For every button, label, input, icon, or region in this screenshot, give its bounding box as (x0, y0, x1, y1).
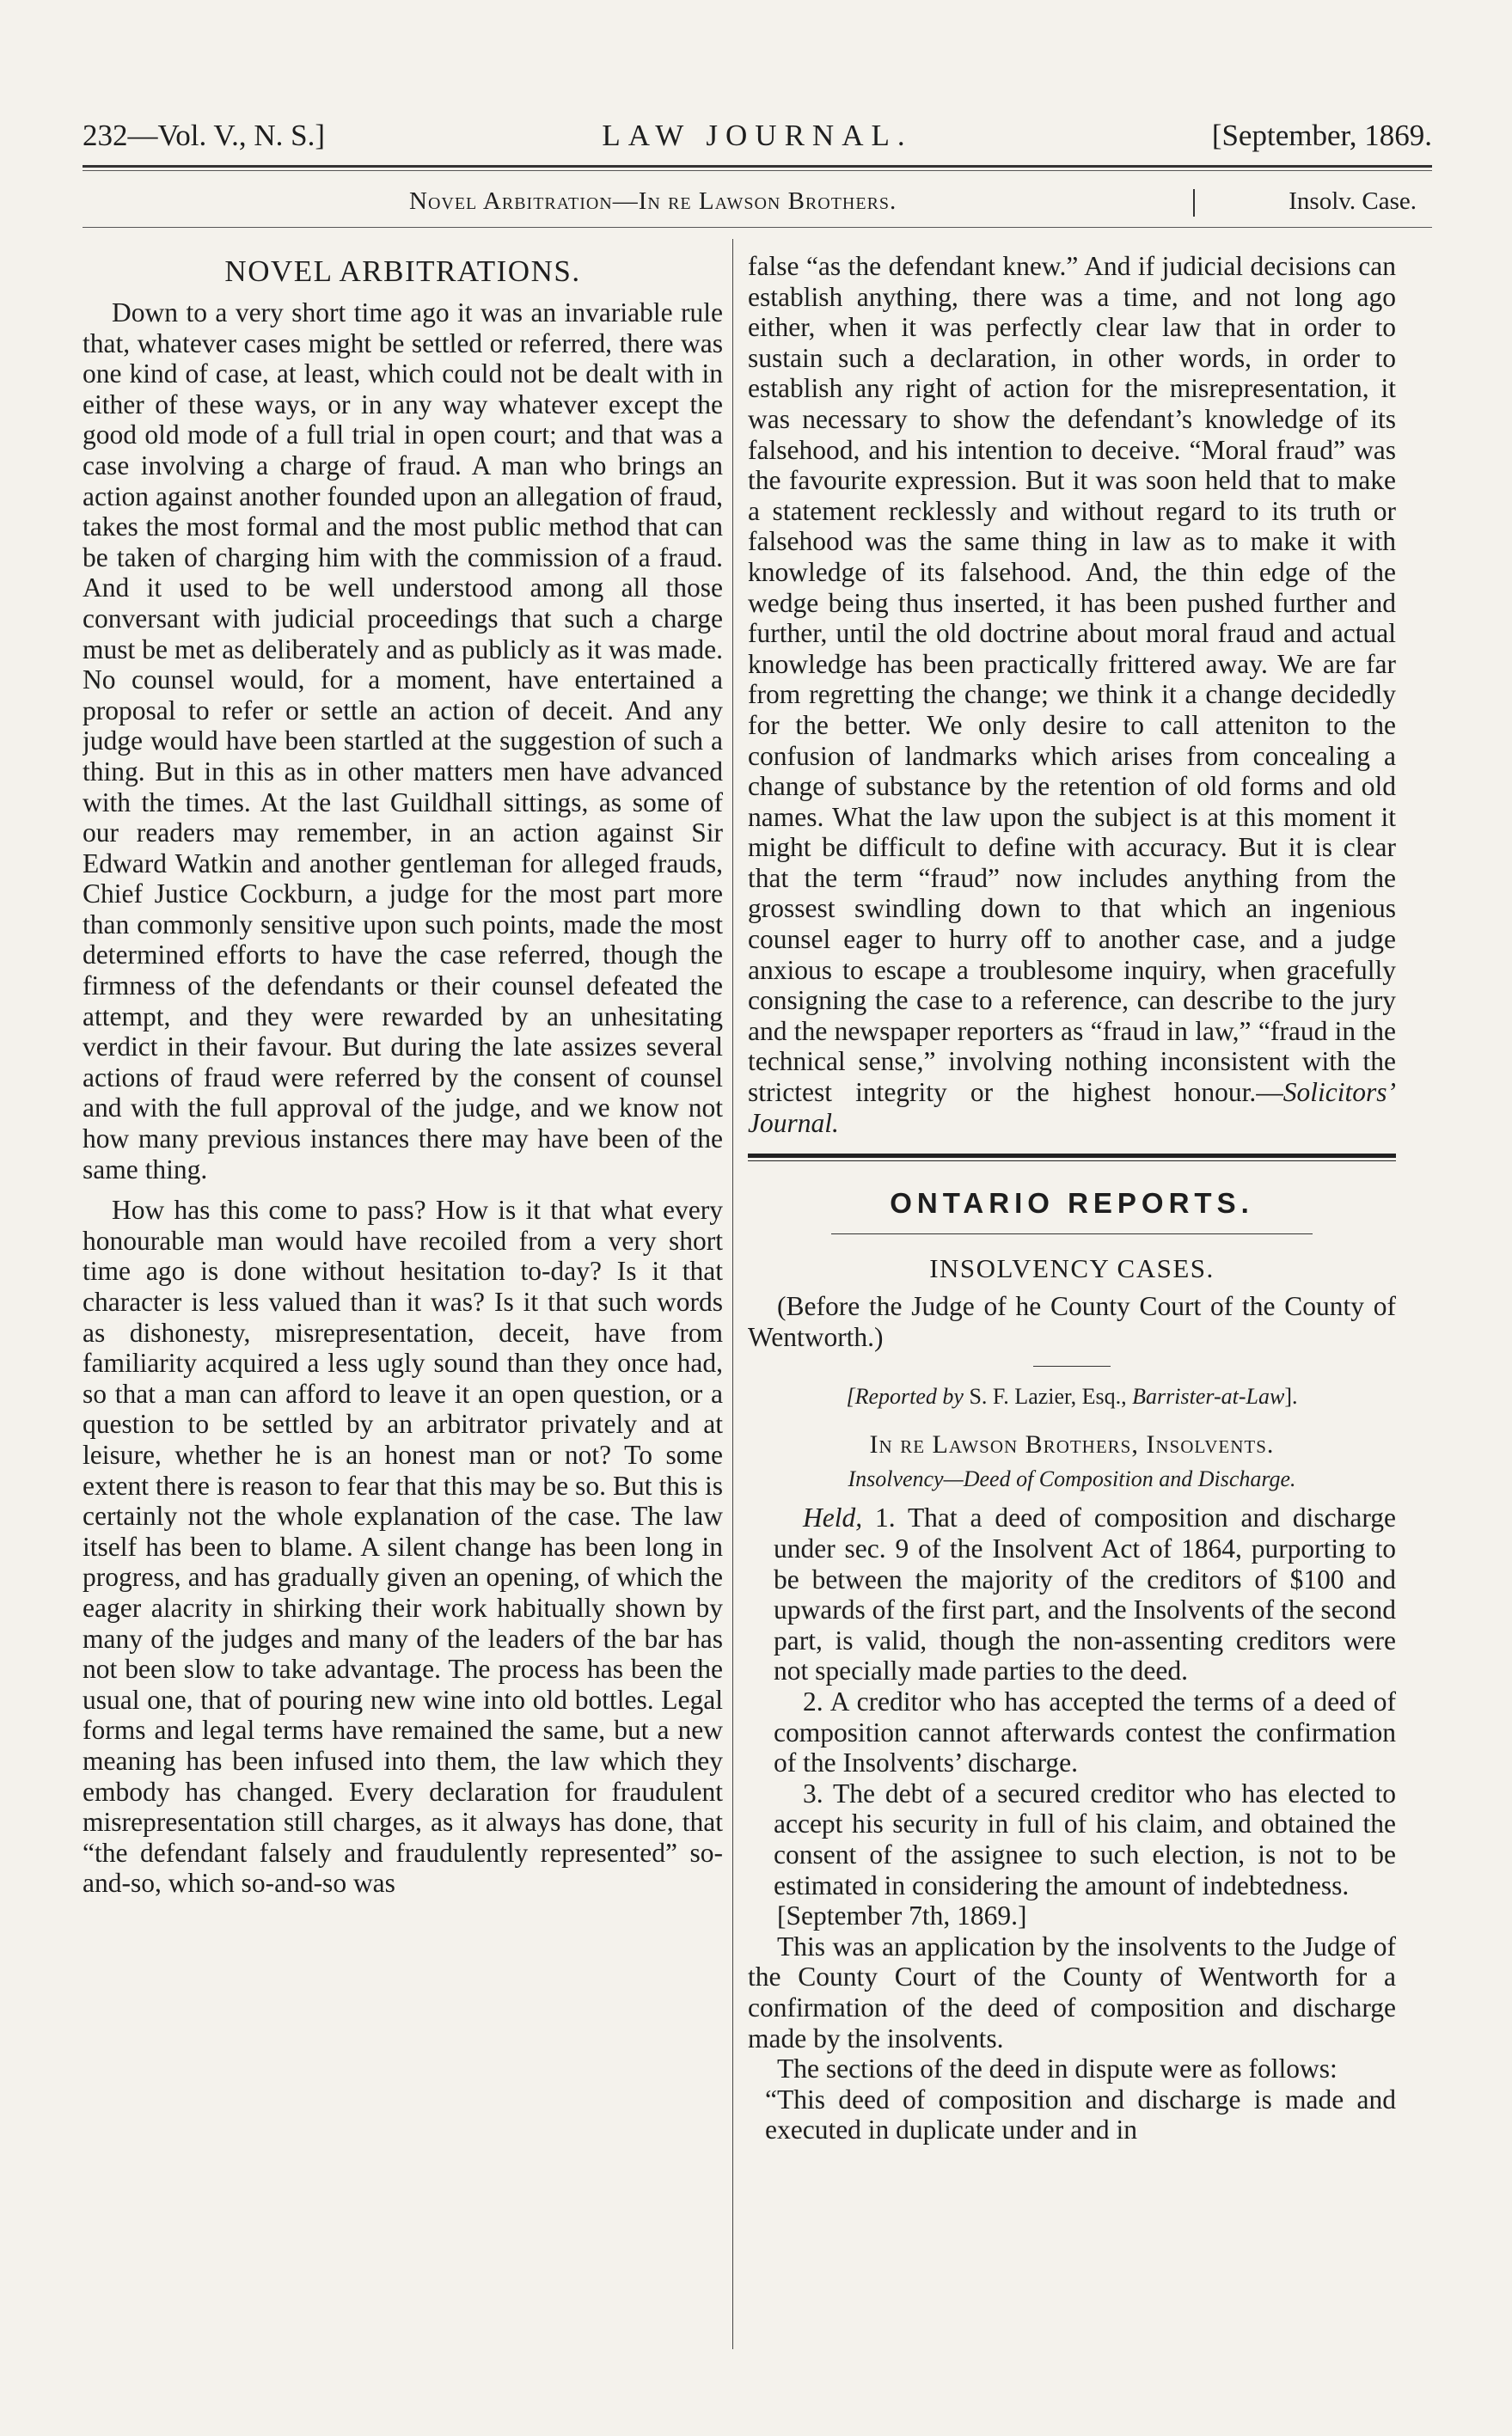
right-column (748, 251, 1396, 2348)
section-rule-thick (748, 1154, 1396, 1158)
article-source: Solicitors’ Journal. (748, 1077, 1396, 1138)
article-title: NOVEL ARBITRATIONS. (224, 254, 581, 288)
case-body-1: This was an application by the insolvents to the Judge of the County Court of the County of Wentworth for a confirmation of the deed of composition and discharge made by the insolvents. (748, 1931, 1396, 2053)
issue-date: [September, 1869. (1211, 119, 1432, 152)
short-rule (1033, 1366, 1111, 1367)
insolvency-heading: INSOLVENCY CASES. (929, 1253, 1215, 1284)
case-title: In re Lawson Brothers, Insolvents. (869, 1430, 1275, 1460)
article-paragraph-3-text: false “as the defendant knew.” And if judicial decisions can establish anything, there was a time, and not long ago either, when it was perfectly clear law that in order to sustain such a declaration, in other words, in order to establish any right of action for the misrepresentation, it was necessary to show the defendant’s knowledge of its falsehood, and his intention to deceive. “Moral fraud” was the favourite expression. But it was soon held that to make a statement recklessly and without regard to its truth or falsehood was the same thing in law as to make it with knowledge of its falsehood. And, the thin edge of the wedge being thus inserted, it has been pushed further and further, until the old doctrine about moral fraud and actual knowledge has been practically frittered away. We are far from regretting the change; we think it a change decidedly for the better. We only desire to call atteniton to the confusion of landmarks which arises from concealing a change of substance by the retention of old forms and old names. What the law upon the subject is at this moment it might be difficult to define with accuracy. But it is clear that the term “fraud” now includes anything from the grossest swindling down to that which an ingenious counsel eager to hurry off to another case, and a judge anxious to escape a troublesome inquiry, when gracefully consigning the case to a reference, can describe to the jury and the newspaper reporters as “fraud in law,” “fraud in the technical sense,” involving nothing inconsistent with the strictest integrity or the highest honour.— (748, 251, 1396, 1108)
subheader-rule (83, 227, 1432, 228)
case-subtitle: Insolvency—Deed of Composition and Discharge. (848, 1466, 1296, 1492)
journal-title: LAW JOURNAL. (602, 119, 913, 152)
header-rule-thin (83, 170, 1432, 171)
column-divider (732, 239, 733, 2349)
reporter-name: S. F. Lazier, Esq., (963, 1384, 1133, 1410)
reported-prefix: [Reported by (846, 1384, 964, 1410)
case-body-3: “This deed of composition and discharge is made and executed in duplicate under and in (765, 2084, 1396, 2145)
left-column (83, 251, 723, 2348)
reports-heading: ONTARIO REPORTS. (890, 1187, 1254, 1220)
decision-date: [September 7th, 1869.] (777, 1900, 1027, 1931)
reports-rule (831, 1233, 1313, 1234)
headnote-2: 2. A creditor who has accepted the terms of a deed of composition cannot afterwards contest the confirmation of the Insolvents’ discharge. (774, 1686, 1396, 1778)
article-paragraph-2: How has this come to pass? How is it that what every honourable man would have recoiled from a very short time ago is done without hesitation to-day? Is it that character is less valued than it was? Is it that such words as dishonesty, misrepresentation, deceit, have from familiarity acquired a less ugly sound than they once had, so that a man can afford to leave it an open question, or a question to be settled by an arbitrator privately and at leisure, whether he is an honest man or not? To some extent there is reason to fear that this may be so. But this is certainly not the whole explanation of the case. The law itself has been to blame. A silent change has been long in progress, and has gradually given an opening, of which the eager alacrity in shirking their work habitually shown by many of the judges and many of the leaders of the bar has not been slow to take advantage. The process has been the usual one, that of pouring new wine into old bottles. Legal forms and legal terms have remained the same, but a new meaning has been infused into them, the law which they embody has changed. Every declaration for fraudulent misrepresentation still charges, as it always has done, that “the defendant falsely and fraudulently represented” so-and-so, which so-and-so was (83, 1195, 723, 1899)
court-note: (Before the Judge of he County Court of the County of Wentworth.) (748, 1291, 1396, 1352)
reported-suffix: ]. (1284, 1384, 1298, 1410)
running-header (83, 119, 1432, 156)
section-category: Insolv. Case. (1289, 187, 1417, 215)
section-topics: Novel Arbitration—In re Lawson Brothers. (409, 187, 897, 215)
article-paragraph-3 (748, 251, 1396, 1138)
reporter-line (748, 1384, 1396, 1410)
section-rule-thin (748, 1160, 1396, 1161)
headnote-1-text: 1. That a deed of composition and discharge under sec. 9 of the Insolvent Act of 1864, purporting to be between the majority of the creditors of $100 and upwards of the first part, and the Insolvents of the second part, is valid, though the non-assenting creditors were not specially made parties to the deed. (774, 1503, 1396, 1686)
held-label: Held, (803, 1503, 863, 1533)
section-header (83, 187, 1432, 222)
article-paragraph-1: Down to a very short time ago it was an invariable rule that, whatever cases might be settled or referred, there was one kind of case, at least, which could not be dealt with in either of these ways, or in any way whatever except the good old mode of a full trial in open court; and that was a case involving a charge of fraud. A man who brings an action against another founded upon an allegation of fraud, takes the most formal and the most public method that can be taken of charging him with the commission of a fraud. And it used to be well understood among all those conversant with judicial proceedings that such a charge must be met as deliberately and as publicly as it was made. No counsel would, for a moment, have entertained a proposal to refer or settle an action of deceit. And any judge would have been startled at the suggestion of such a thing. But in this as in other matters men have advanced with the times. At the last Guildhall sittings, as some of our readers may remember, in an action against Sir Edward Watkin and another gentleman for alleged frauds, Chief Justice Cockburn, a judge for the most part more than commonly sensitive upon such points, made the most determined efforts to have the case referred, though the firmness of the defendants or their counsel defeated the attempt, and they were rewarded by an unhesitating verdict in their favour. But during the late assizes several actions of fraud were referred by the consent of counsel and with the full approval of the judge, and we know not how many previous instances there may have been of the same thing. (83, 297, 723, 1184)
section-separator (1193, 189, 1195, 217)
volume-number: 232—Vol. V., N. S.] (83, 119, 326, 152)
headnote-3: 3. The debt of a secured creditor who has elected to accept his security in full of his claim, and obtained the consent of the assignee to such election, is not to be estimated in considering the amount of indebtedness. (774, 1778, 1396, 1900)
reporter-title: Barrister-at-Law (1132, 1384, 1285, 1410)
headnote-1 (748, 1503, 1396, 1686)
case-body-2: The sections of the deed in dispute were as follows: (777, 2053, 1338, 2084)
header-rule (83, 165, 1432, 168)
